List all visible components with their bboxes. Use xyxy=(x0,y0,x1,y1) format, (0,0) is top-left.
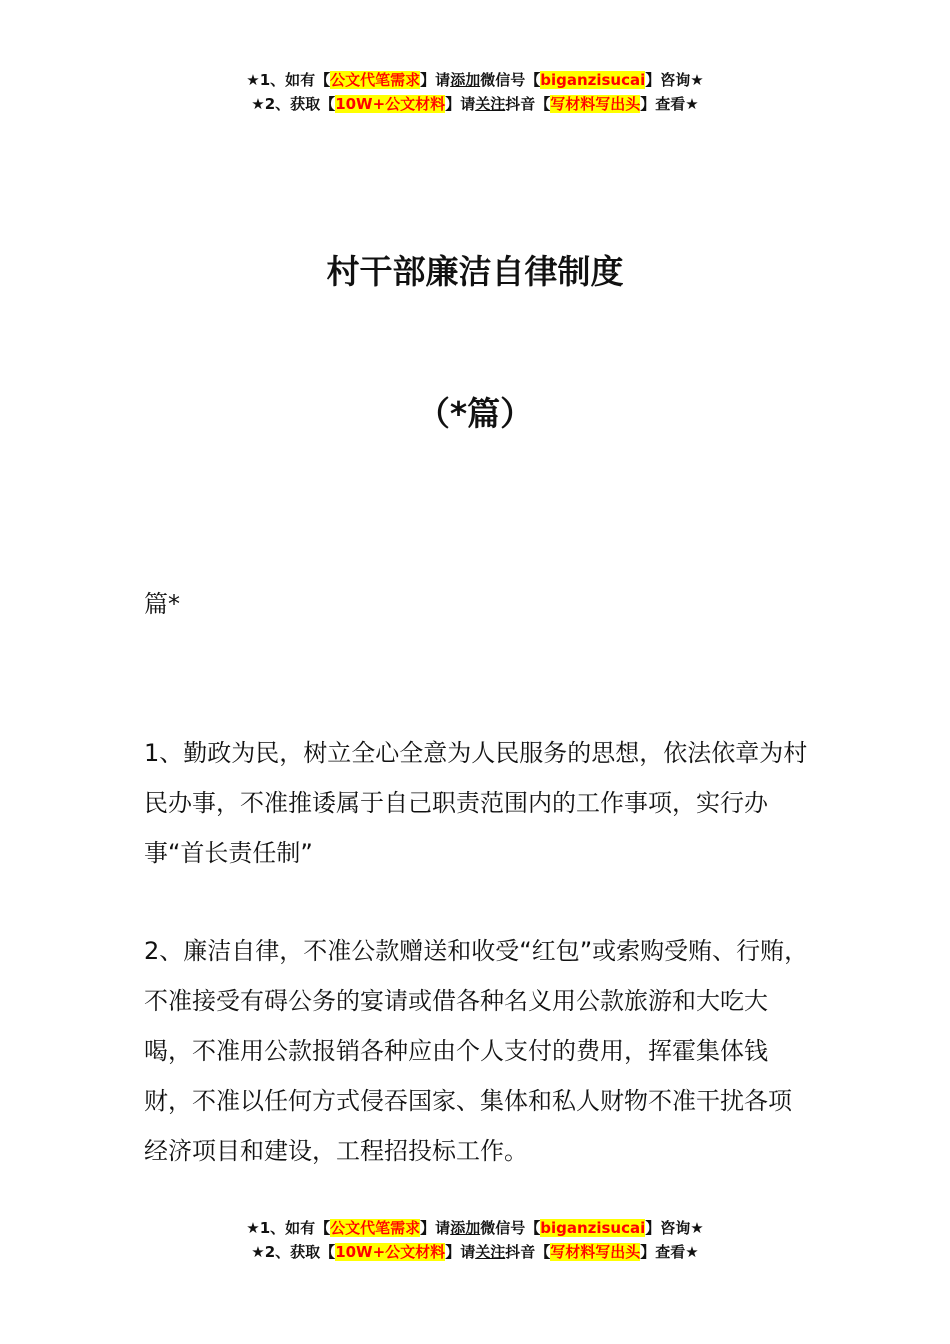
highlight-wechat-id: biganzisucai xyxy=(540,71,646,89)
section-label: 篇* xyxy=(144,590,180,618)
highlight-wechat-id: biganzisucai xyxy=(540,1219,646,1237)
banner-line-1: ★1、如有【公文代笔需求】请添加微信号【biganzisucai】咨询★ xyxy=(246,71,704,89)
paragraph-2: 2、廉洁自律，不准公款赠送和收受“红包”或索购受贿、行贿，不准接受有碍公务的宴请或借各种名义用公款旅游和大吃大喝，不准用公款报销各种应由个人支付的费用，挥霍集体钱财，不准以任何方式侵吞国家、集体和私人财物不准干扰各项经济项目和建设，工程招投标工作。 xyxy=(144,937,809,1165)
highlight-douyin-account: 写材料写出头 xyxy=(550,95,641,113)
header-banner xyxy=(0,68,950,116)
paragraph-1: 1、勤政为民，树立全心全意为人民服务的思想，依法依章为村民办事，不准推诿属于自己职责范围内的工作事项，实行办事“首长责任制” xyxy=(144,739,808,867)
document-title: 村干部廉洁自律制度 xyxy=(326,252,624,291)
document-subtitle: （*篇） xyxy=(416,394,534,433)
highlight-douyin-account: 写材料写出头 xyxy=(550,1243,641,1261)
highlight-materials: 10W+公文材料 xyxy=(335,95,446,113)
banner-line-2: ★2、获取【10W+公文材料】请关注抖音【写材料写出头】查看★ xyxy=(251,1243,699,1261)
footer-banner xyxy=(0,1216,950,1264)
banner-line-1: ★1、如有【公文代笔需求】请添加微信号【biganzisucai】咨询★ xyxy=(246,1219,704,1237)
banner-line-2: ★2、获取【10W+公文材料】请关注抖音【写材料写出头】查看★ xyxy=(251,95,699,113)
highlight-materials: 10W+公文材料 xyxy=(335,1243,446,1261)
highlight-ghostwriting: 公文代笔需求 xyxy=(330,71,421,89)
highlight-ghostwriting: 公文代笔需求 xyxy=(330,1219,421,1237)
